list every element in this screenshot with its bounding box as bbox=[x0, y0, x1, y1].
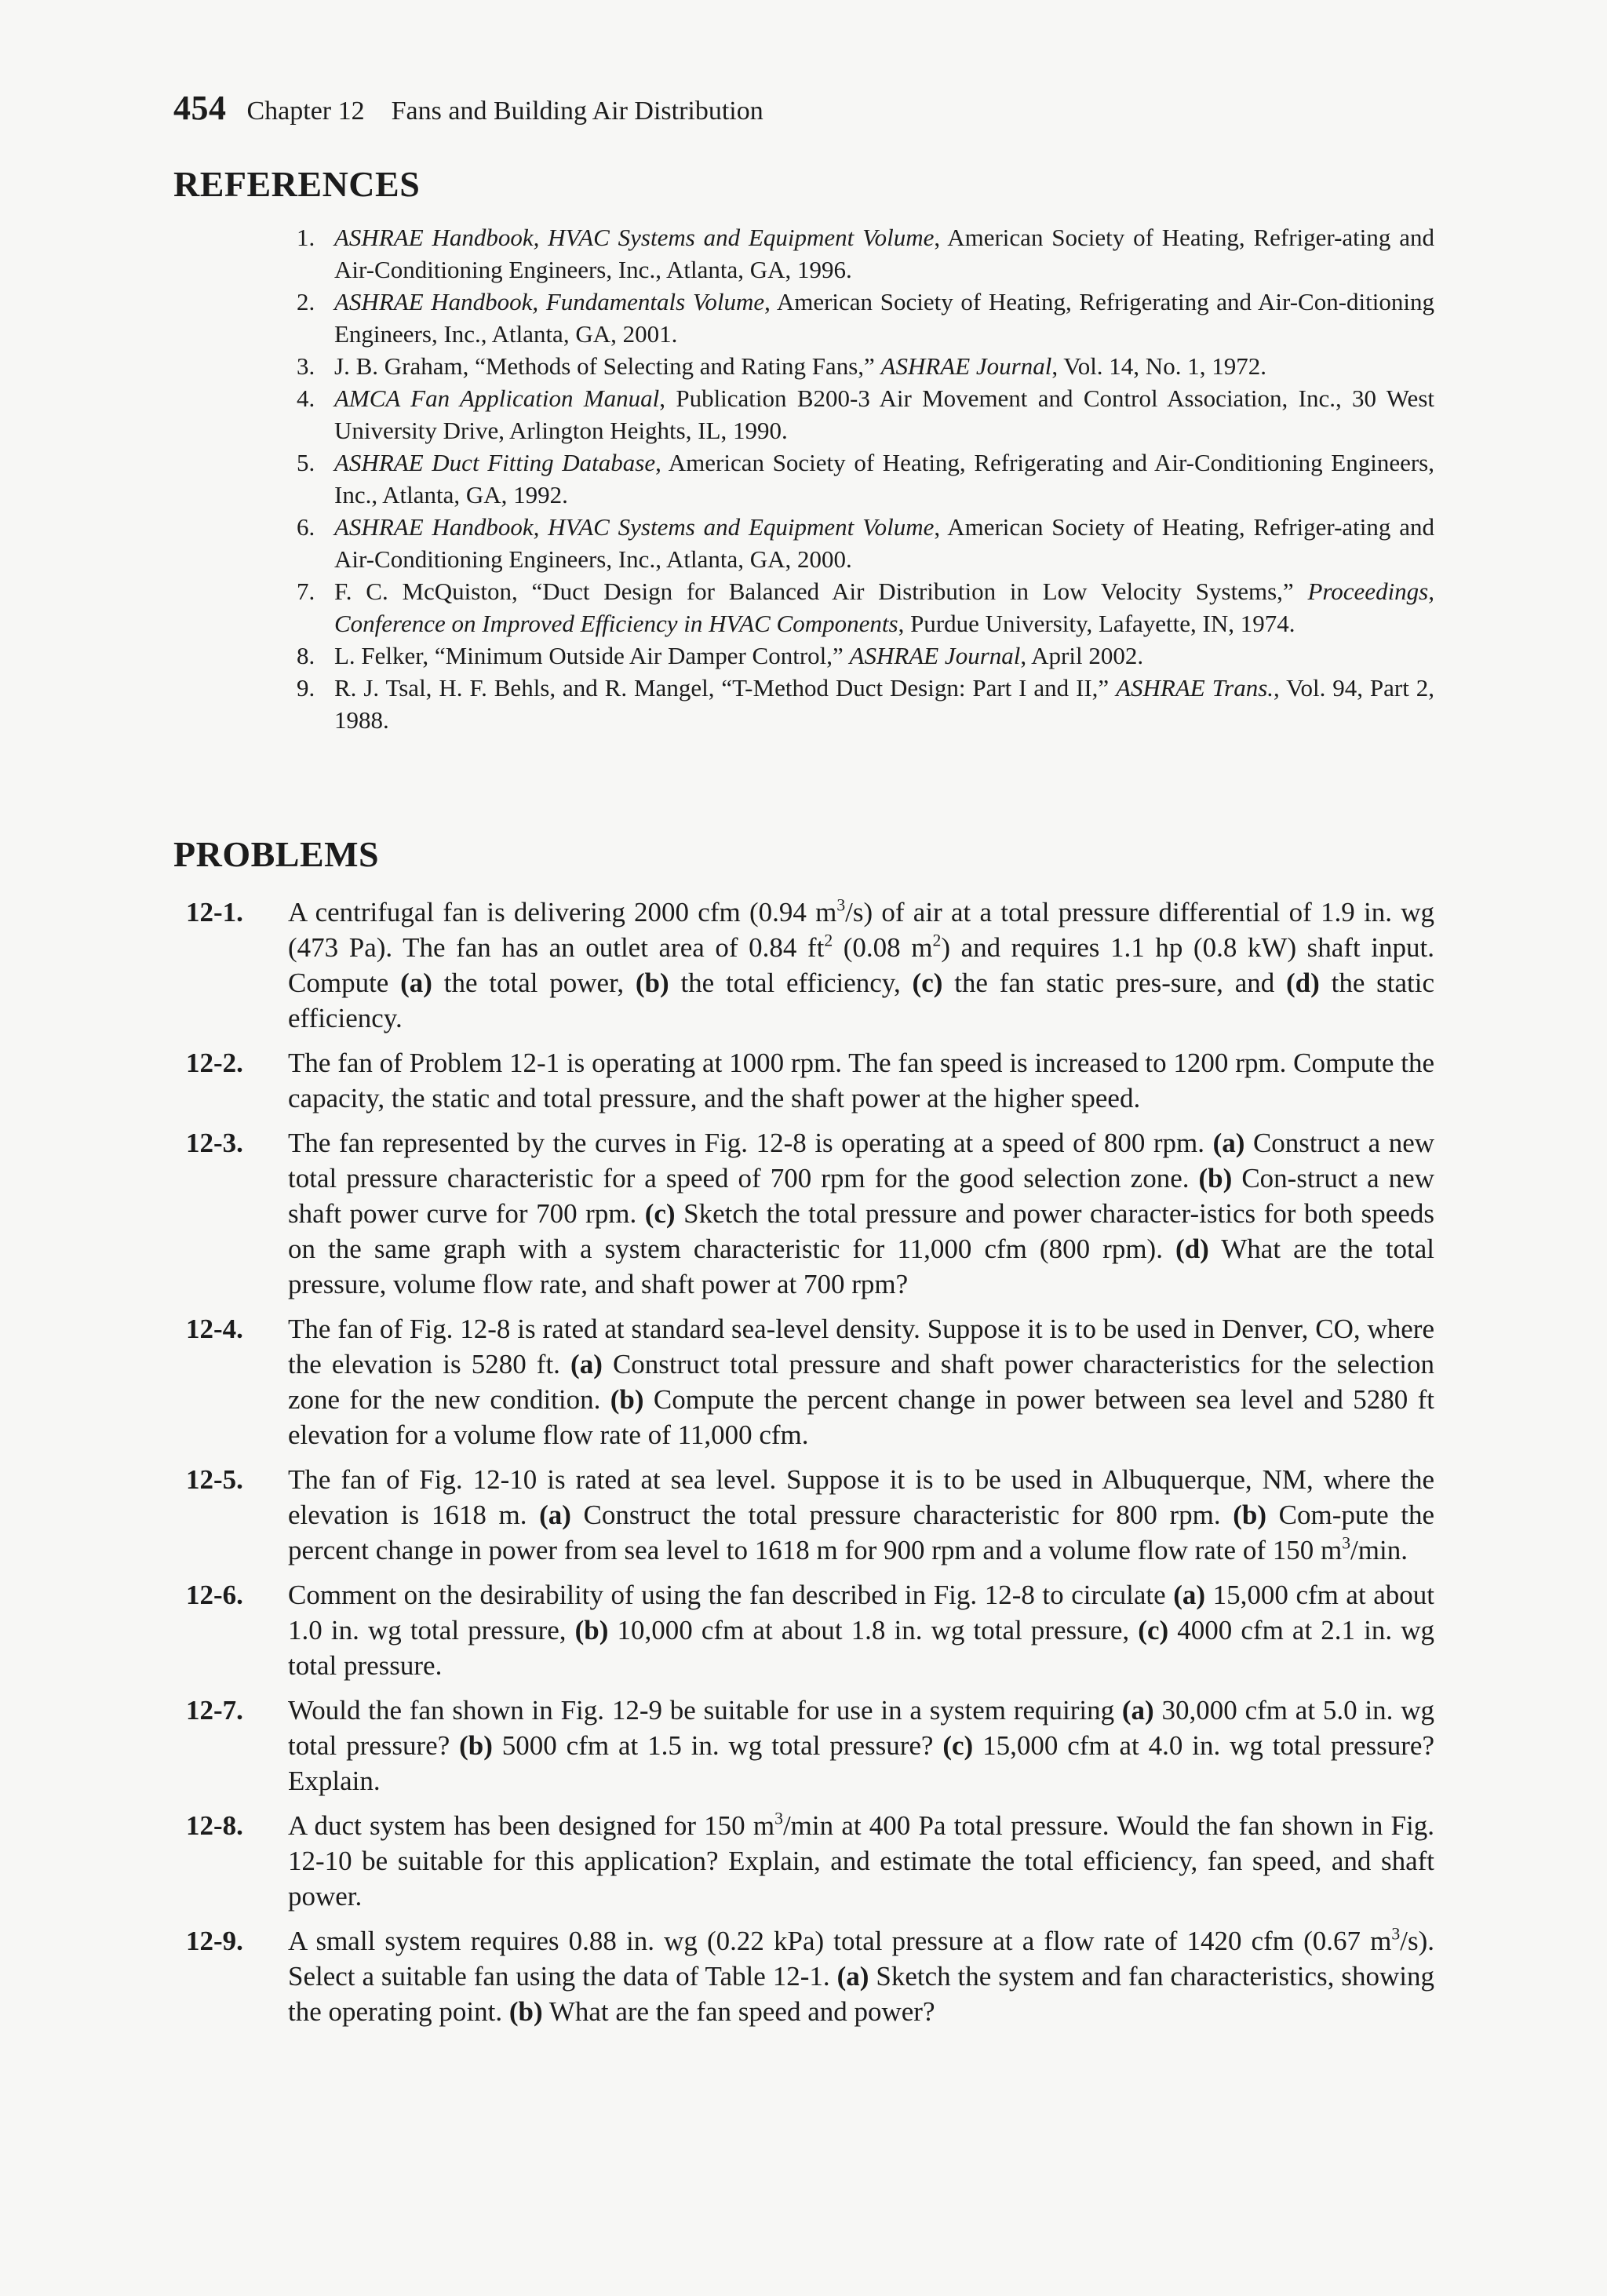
text-run: the total power, bbox=[432, 968, 636, 998]
reference-item bbox=[297, 382, 1434, 446]
reference-item bbox=[297, 511, 1434, 575]
bold-label: (b) bbox=[574, 1615, 609, 1645]
problem-number: 12-2. bbox=[186, 1048, 243, 1078]
bold-label: (b) bbox=[508, 1996, 543, 2027]
text-run: The fan of Problem 12-1 is operating at 1000 rpm. The fan speed is increased to 1200 rpm. Compute the capacity, the static and total pressure, and the shaft power at the higher speed. bbox=[288, 1048, 1434, 1113]
bold-label: (a) bbox=[836, 1961, 869, 1992]
text-run: Con-struct a new shaft power curve for 700 rpm. bbox=[288, 1163, 1434, 1229]
problem-number: 12-6. bbox=[186, 1580, 243, 1610]
text-run: Compute the percent change in power between sea level and 5280 ft elevation for a volume flow rate of 11,000 cfm. bbox=[288, 1384, 1435, 1450]
text-run: 15,000 cfm at about 1.0 in. wg total pressure, bbox=[288, 1580, 1435, 1645]
text-run: Construct the total pressure characteristic for 800 rpm. bbox=[570, 1500, 1233, 1530]
text-run: 4000 cfm at 2.1 in. wg total pressure. bbox=[288, 1615, 1434, 1681]
bold-label: (b) bbox=[1198, 1163, 1233, 1194]
text-run: Sketch the total pressure and power character-istics for both speeds on the same graph with a system characteristic for 11,000 cfm (800 rpm). bbox=[288, 1198, 1434, 1264]
text-run: the total efficiency, bbox=[669, 968, 913, 998]
text-run: R. J. Tsal, H. F. Behls, and R. Mangel, “T-Method Duct Design: Part I and II,” bbox=[334, 674, 1117, 702]
bold-label: (a) bbox=[1173, 1580, 1206, 1610]
text-run: J. B. Graham, “Methods of Selecting and Rating Fans,” bbox=[334, 352, 881, 380]
bold-label: (c) bbox=[942, 1730, 974, 1761]
superscript: 2 bbox=[824, 931, 833, 950]
bold-label: (b) bbox=[459, 1730, 493, 1761]
text-run: the static efficiency. bbox=[288, 968, 1435, 1033]
text-run: , American Society of Heating, Refrigerating and Air-Con-ditioning Engineers, Inc., Atlanta, GA, 2001. bbox=[334, 288, 1434, 348]
reference-number: 8. bbox=[297, 642, 315, 669]
bold-label: (c) bbox=[912, 968, 943, 998]
italic-text: ASHRAE Journal bbox=[880, 352, 1052, 380]
italic-text: AMCA Fan Application Manual bbox=[334, 384, 660, 412]
text-run: Comment on the desirability of using the fan described in Fig. 12-8 to circulate bbox=[288, 1580, 1174, 1610]
bold-label: (a) bbox=[570, 1349, 603, 1379]
italic-text: ASHRAE Handbook, HVAC Systems and Equipment Volume bbox=[334, 513, 935, 541]
bold-label: (b) bbox=[635, 968, 669, 998]
problem-number: 12-4. bbox=[186, 1314, 243, 1344]
text-run: , Vol. 14, No. 1, 1972. bbox=[1051, 352, 1266, 380]
reference-number: 6. bbox=[297, 513, 315, 541]
italic-text: ASHRAE Handbook, HVAC Systems and Equipment Volume bbox=[334, 224, 935, 251]
text-run: (0.08 m bbox=[833, 932, 933, 963]
superscript: 3 bbox=[774, 1809, 783, 1828]
problem-item bbox=[173, 1125, 1434, 1302]
reference-item bbox=[297, 350, 1434, 382]
bold-label: (a) bbox=[1121, 1695, 1154, 1726]
text-run: A small system requires 0.88 in. wg (0.22 kPa) total pressure at a flow rate of 1420 cfm (0.67 m bbox=[288, 1926, 1392, 1956]
reference-item bbox=[297, 575, 1434, 640]
problem-item bbox=[173, 1577, 1434, 1683]
problem-number: 12-8. bbox=[186, 1810, 243, 1841]
bold-label: (b) bbox=[1233, 1500, 1266, 1530]
problem-item bbox=[173, 1045, 1434, 1116]
reference-item bbox=[297, 640, 1434, 672]
text-run: A centrifugal fan is delivering 2000 cfm (0.94 m bbox=[288, 897, 837, 928]
text-run: Sketch the system and fan characteristics, showing the operating point. bbox=[288, 1961, 1434, 2027]
text-run: , April 2002. bbox=[1020, 642, 1144, 669]
running-head bbox=[173, 88, 763, 128]
italic-text: ASHRAE Duct Fitting Database bbox=[334, 449, 656, 476]
text-run: Construct total pressure and shaft power characteristics for the selection zone for the new condition. bbox=[288, 1349, 1435, 1415]
reference-item bbox=[297, 221, 1434, 286]
text-run: , American Society of Heating, Refrigerating and Air-Conditioning Engineers, Inc., Atlanta, GA, 1992. bbox=[334, 449, 1434, 508]
text-run: , Purdue University, Lafayette, IN, 1974. bbox=[898, 610, 1295, 637]
reference-item bbox=[297, 446, 1434, 511]
text-run: , Publication B200-3 Air Movement and Control Association, Inc., 30 West University Drive, Arlington Heights, IL, 1990. bbox=[334, 384, 1434, 444]
text-run: A duct system has been designed for 150 m bbox=[288, 1810, 775, 1841]
text-run: /s) of air at a total pressure differential of 1.9 in. wg (473 Pa). The fan has an outlet area of 0.84 ft bbox=[288, 897, 1434, 963]
text-run: What are the fan speed and power? bbox=[542, 1996, 935, 2027]
text-run: /s). Select a suitable fan using the data of Table 12-1. bbox=[288, 1926, 1434, 1992]
problem-item bbox=[173, 1923, 1434, 2029]
bold-label: (a) bbox=[400, 968, 432, 998]
text-run: Construct a new total pressure characteristic for a speed of 700 rpm for the good selection zone. bbox=[288, 1128, 1435, 1194]
problem-item bbox=[173, 895, 1434, 1036]
text-run: The fan of Fig. 12-8 is rated at standard sea-level density. Suppose it is to be used in Denver, CO, where the elevation is 5280 ft. bbox=[288, 1314, 1434, 1379]
text-run: Would the fan shown in Fig. 12-9 be suitable for use in a system requiring bbox=[288, 1695, 1122, 1726]
reference-number: 4. bbox=[297, 384, 315, 412]
text-run: ) and requires 1.1 hp (0.8 kW) shaft input. Compute bbox=[288, 932, 1434, 998]
problem-item bbox=[173, 1462, 1434, 1568]
superscript: 3 bbox=[1342, 1533, 1351, 1553]
problem-item bbox=[173, 1693, 1434, 1799]
superscript: 3 bbox=[1391, 1924, 1401, 1944]
reference-item bbox=[297, 672, 1434, 736]
reference-number: 2. bbox=[297, 288, 315, 315]
text-run: /min at 400 Pa total pressure. Would the fan shown in Fig. 12-10 be suitable for this application? Explain, and estimate the total efficiency, fan speed, and shaft power. bbox=[288, 1810, 1434, 1912]
bold-label: (a) bbox=[1212, 1128, 1245, 1158]
text-run: 15,000 cfm at 4.0 in. wg total pressure? Explain. bbox=[288, 1730, 1434, 1796]
references-list bbox=[297, 221, 1434, 736]
reference-number: 3. bbox=[297, 352, 315, 380]
chapter-title: Chapter 12 Fans and Building Air Distribution bbox=[246, 97, 763, 126]
text-run: 5000 cfm at 1.5 in. wg total pressure? bbox=[492, 1730, 943, 1761]
problem-number: 12-7. bbox=[186, 1695, 243, 1726]
italic-text: Proceedings, Conference on Improved Efficiency in HVAC Components bbox=[334, 578, 1434, 637]
text-run: 10,000 cfm at about 1.8 in. wg total pressure, bbox=[608, 1615, 1139, 1645]
problems-list bbox=[173, 895, 1434, 2039]
problem-number: 12-5. bbox=[186, 1464, 243, 1495]
bold-label: (c) bbox=[644, 1198, 676, 1229]
reference-number: 1. bbox=[297, 224, 315, 251]
text-run: 30,000 cfm at 5.0 in. wg total pressure? bbox=[288, 1695, 1434, 1761]
text-run: F. C. McQuiston, “Duct Design for Balanced Air Distribution in Low Velocity Systems,” bbox=[334, 578, 1308, 605]
text-run: What are the total pressure, volume flow rate, and shaft power at 700 rpm? bbox=[288, 1234, 1434, 1299]
superscript: 3 bbox=[836, 895, 846, 915]
bold-label: (a) bbox=[539, 1500, 571, 1530]
bold-label: (d) bbox=[1286, 968, 1320, 998]
problem-number: 12-3. bbox=[186, 1128, 243, 1158]
text-run: L. Felker, “Minimum Outside Air Damper Control,” bbox=[334, 642, 850, 669]
reference-number: 9. bbox=[297, 674, 315, 702]
text-run: , American Society of Heating, Refriger-ating and Air-Conditioning Engineers, Inc., Atlanta, GA, 1996. bbox=[334, 224, 1434, 283]
problem-number: 12-9. bbox=[186, 1926, 243, 1956]
problem-number: 12-1. bbox=[186, 897, 243, 928]
italic-text: ASHRAE Handbook, Fundamentals Volume bbox=[334, 288, 765, 315]
superscript: 2 bbox=[932, 931, 942, 950]
page-number: 454 bbox=[173, 89, 227, 127]
problem-item bbox=[173, 1311, 1434, 1452]
text-run: , American Society of Heating, Refriger-ating and Air-Conditioning Engineers, Inc., Atlanta, GA, 2000. bbox=[334, 513, 1434, 573]
italic-text: ASHRAE Journal bbox=[849, 642, 1021, 669]
bold-label: (c) bbox=[1138, 1615, 1169, 1645]
text-run: The fan of Fig. 12-10 is rated at sea level. Suppose it is to be used in Albuquerque, NM, where the elevation is 1618 m. bbox=[288, 1464, 1434, 1530]
text-run: the fan static pres-sure, and bbox=[942, 968, 1287, 998]
text-run: The fan represented by the curves in Fig. 12-8 is operating at a speed of 800 rpm. bbox=[288, 1128, 1213, 1158]
bold-label: (d) bbox=[1175, 1234, 1209, 1264]
problems-heading: PROBLEMS bbox=[173, 834, 380, 874]
reference-number: 7. bbox=[297, 578, 315, 605]
bold-label: (b) bbox=[610, 1384, 644, 1415]
reference-number: 5. bbox=[297, 449, 315, 476]
reference-item bbox=[297, 286, 1434, 350]
text-run: , Vol. 94, Part 2, 1988. bbox=[334, 674, 1434, 734]
text-run: Com-pute the percent change in power from sea level to 1618 m for 900 rpm and a volume flow rate of 150 m bbox=[288, 1500, 1434, 1565]
problem-item bbox=[173, 1808, 1434, 1914]
references-heading: REFERENCES bbox=[173, 164, 421, 204]
text-run: /min. bbox=[1350, 1535, 1408, 1565]
italic-text: ASHRAE Trans. bbox=[1116, 674, 1274, 702]
